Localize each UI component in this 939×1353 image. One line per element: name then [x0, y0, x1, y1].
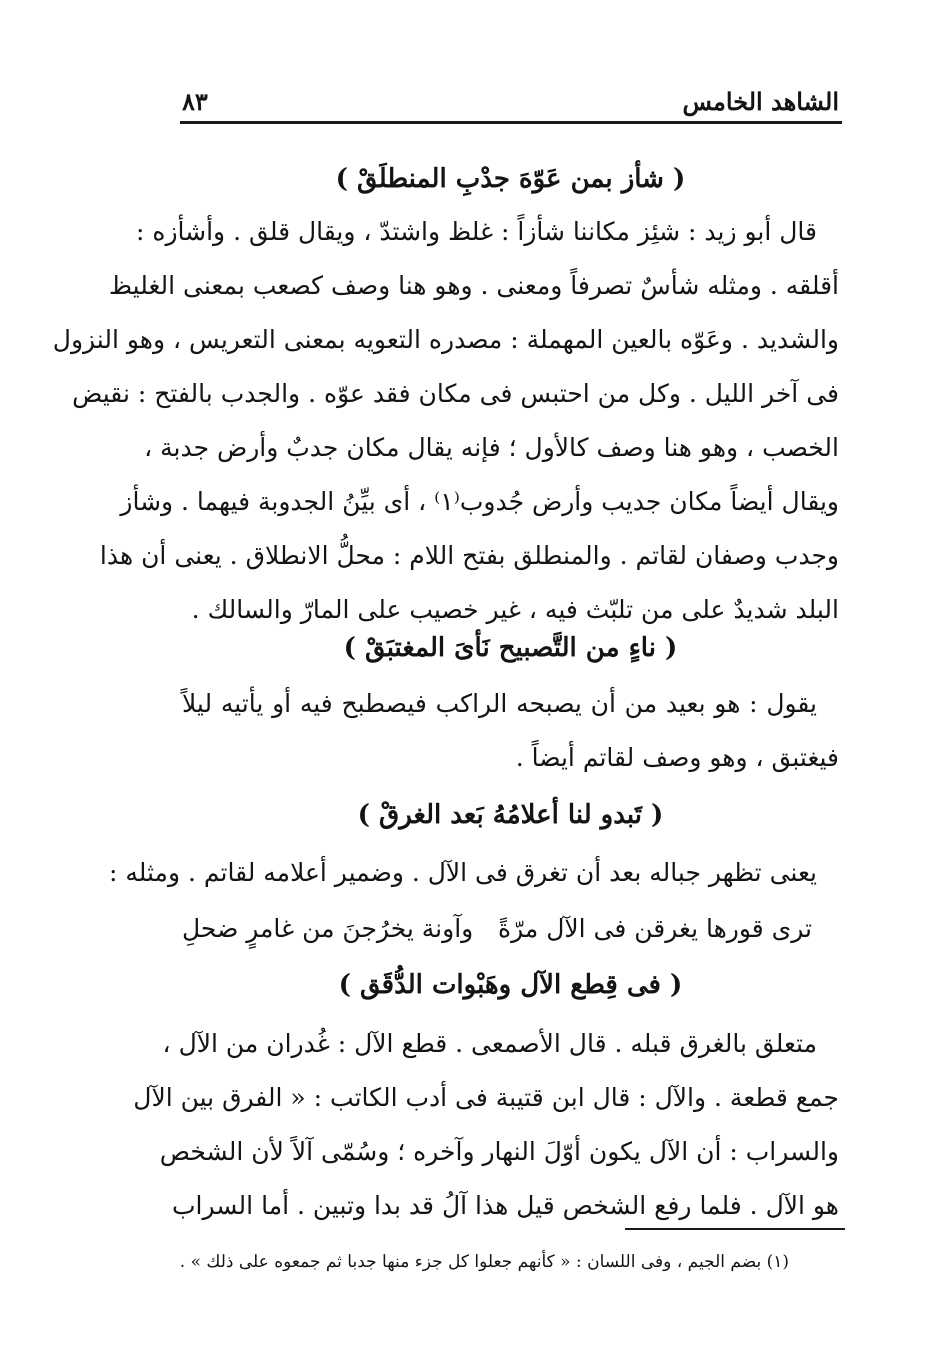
- text-line: فى آخر الليل . وكل من احتبس فى مكان فقد عوّه . والجدب بالفتح : نقيض: [72, 379, 839, 408]
- footnote: (١) بضم الجيم ، وفى اللسان : « كأنهم جعلوا كل جزء منها جدبا ثم جمعوه على ذلك » .: [179, 1252, 789, 1272]
- poetry-verse: [182, 902, 812, 956]
- text-line: متعلق بالغرق قبله . قال الأصمعى . قطع الآل : غُدران من الآل ،: [162, 1029, 817, 1058]
- running-head: [182, 84, 839, 118]
- text-line: أقلقه . ومثله شأسٌ تصرفاً ومعنى . وهو هنا وصف كصعب بمعنى الغليظ: [108, 271, 839, 300]
- verse-heading-4: ( فى قِطع الآل وهَبْوات الدُّقَق ): [338, 970, 683, 1000]
- text-line: الخصب ، وهو هنا وصف كالأول ؛ فإنه يقال مكان جدبٌ وأرض جدبة ،: [144, 433, 839, 462]
- text-line: فيغتبق ، وهو وصف لقاتم أيضاً .: [515, 743, 839, 772]
- footnote-rule: [625, 1228, 845, 1230]
- verse-hemistich-first: ترى قورها يغرقن فى الآل مرّةً: [497, 914, 812, 943]
- verse-hemistich-second: وآونة يخرُجنَ من غامرٍ ضحلِ: [182, 914, 474, 943]
- header-rule: [180, 121, 842, 124]
- paragraph-1: [52, 205, 839, 637]
- text-line: والسراب : أن الآل يكون أوّلَ النهار وآخره ؛ وسُمّى آلاً لأن الشخص: [159, 1137, 839, 1166]
- text-line: هو الآل . فلما رفع الشخص قيل هذا آلُ قد بدا وتبين . أما السراب: [171, 1191, 839, 1220]
- text-line: وجدب وصفان لقاتم . والمنطلق بفتح اللام : محلُّ الانطلاق . يعنى أن هذا: [99, 541, 839, 570]
- section-title: الشاهد الخامس: [682, 86, 839, 116]
- text-line: البلد شديدٌ على من تلبّث فيه ، غير خصيب على المارّ والسالك .: [191, 595, 839, 624]
- text-line: يعنى تظهر جباله بعد أن تغرق فى الآل . وضمير أعلامه لقاتم . ومثله :: [108, 858, 817, 887]
- paragraph-4: [133, 1017, 839, 1233]
- verse-heading-1: ( شأز بمن عَوّهَ جدْبِ المنطلَقْ ): [335, 164, 686, 194]
- paragraph-3: [108, 846, 839, 900]
- text-line: قال أبو زيد : شئِز مكاننا شأزاً : غلظ واشتدّ ، ويقال قلق . وأشأزه :: [136, 217, 817, 246]
- text-line: جمع قطعة . والآل : قال ابن قتيبة فى أدب الكاتب : « الفرق بين الآل: [133, 1083, 839, 1112]
- verse-heading-2: ( ناءٍ من التَّصبيح نَأىَ المغتبَقْ ): [343, 633, 678, 663]
- text-line: والشديد . وعَوّه بالعين المهملة : مصدره التعويه بمعنى التعريس ، وهو النزول: [52, 325, 839, 354]
- page-number: ٨٣: [182, 86, 208, 116]
- text-line: يقول : هو بعيد من أن يصبحه الراكب فيصطبح فيه أو يأتيه ليلاً: [182, 689, 817, 718]
- verse-heading-3: ( تَبدو لنا أعلامُهُ بَعد الغرقْ ): [357, 800, 664, 830]
- paragraph-2: [182, 677, 839, 785]
- text-line: ويقال أيضاً مكان جديب وأرض جُدوب⁽١⁾ ، أى بيِّنُ الجدوبة فيهما . وشأز: [120, 487, 839, 516]
